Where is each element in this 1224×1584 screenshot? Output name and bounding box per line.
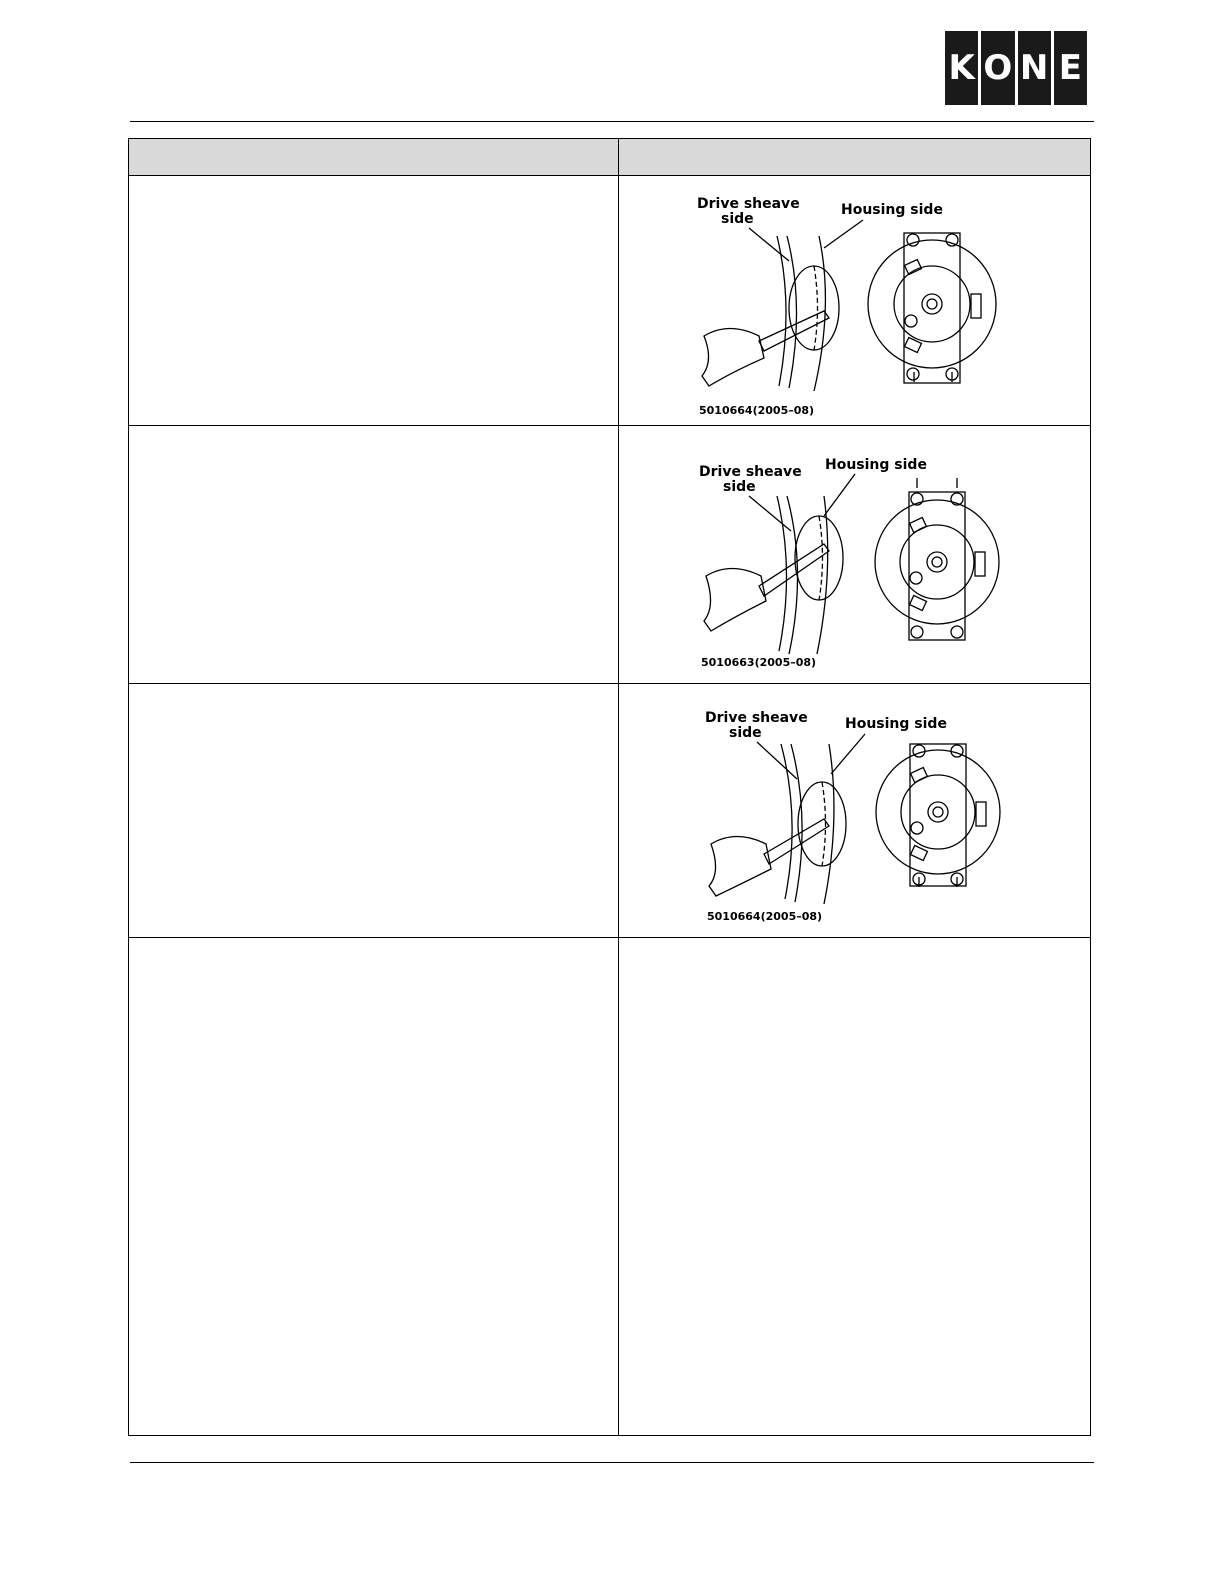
logo-letter: E: [1058, 48, 1082, 88]
housing-side-label: Housing side: [841, 202, 943, 218]
kone-logo: [945, 31, 1087, 105]
figure-code: 5010663(2005–08): [701, 656, 817, 669]
table-header-row: [129, 139, 1091, 176]
figure-code: 5010664(2005–08): [699, 404, 815, 417]
step-text-cell: [129, 684, 619, 938]
header-cell-left: [129, 139, 619, 176]
drive-sheave-label-2: side: [721, 211, 754, 227]
table-row: [129, 176, 1091, 426]
table-row: [129, 684, 1091, 938]
logo-letter: K: [945, 31, 981, 105]
header-cell-right: [619, 139, 1091, 176]
figure-cell: [619, 426, 1091, 684]
figure-code: 5010664(2005–08): [707, 910, 823, 923]
drive-sheave-label-2: side: [729, 725, 762, 741]
brake-drawing: [619, 426, 1089, 683]
step-text-cell: [129, 426, 619, 684]
procedure-table: [128, 138, 1091, 1436]
drive-sheave-label: Drive sheave: [699, 464, 802, 480]
logo-letter: O: [981, 31, 1017, 105]
table-row: [129, 426, 1091, 684]
step-text-cell: [129, 176, 619, 426]
brake-drawing: [619, 176, 1089, 425]
figure-cell: [619, 176, 1091, 426]
header-divider: [130, 121, 1094, 122]
brake-adjustment-figure: [619, 426, 1090, 683]
figure-cell: [619, 938, 1091, 1436]
brake-drawing: [619, 684, 1089, 937]
figure-cell: [619, 684, 1091, 938]
housing-side-label: Housing side: [825, 457, 927, 473]
drive-sheave-label: Drive sheave: [705, 710, 808, 726]
brake-adjustment-figure: [619, 684, 1090, 937]
drive-sheave-label-2: side: [723, 479, 756, 495]
footer-divider: [130, 1462, 1094, 1463]
logo-letter: N: [1018, 31, 1054, 105]
brake-adjustment-figure: [619, 176, 1090, 425]
housing-side-label: Housing side: [845, 716, 947, 732]
drive-sheave-label: Drive sheave: [697, 196, 800, 212]
table-row: [129, 938, 1091, 1436]
step-text-cell: [129, 938, 619, 1436]
